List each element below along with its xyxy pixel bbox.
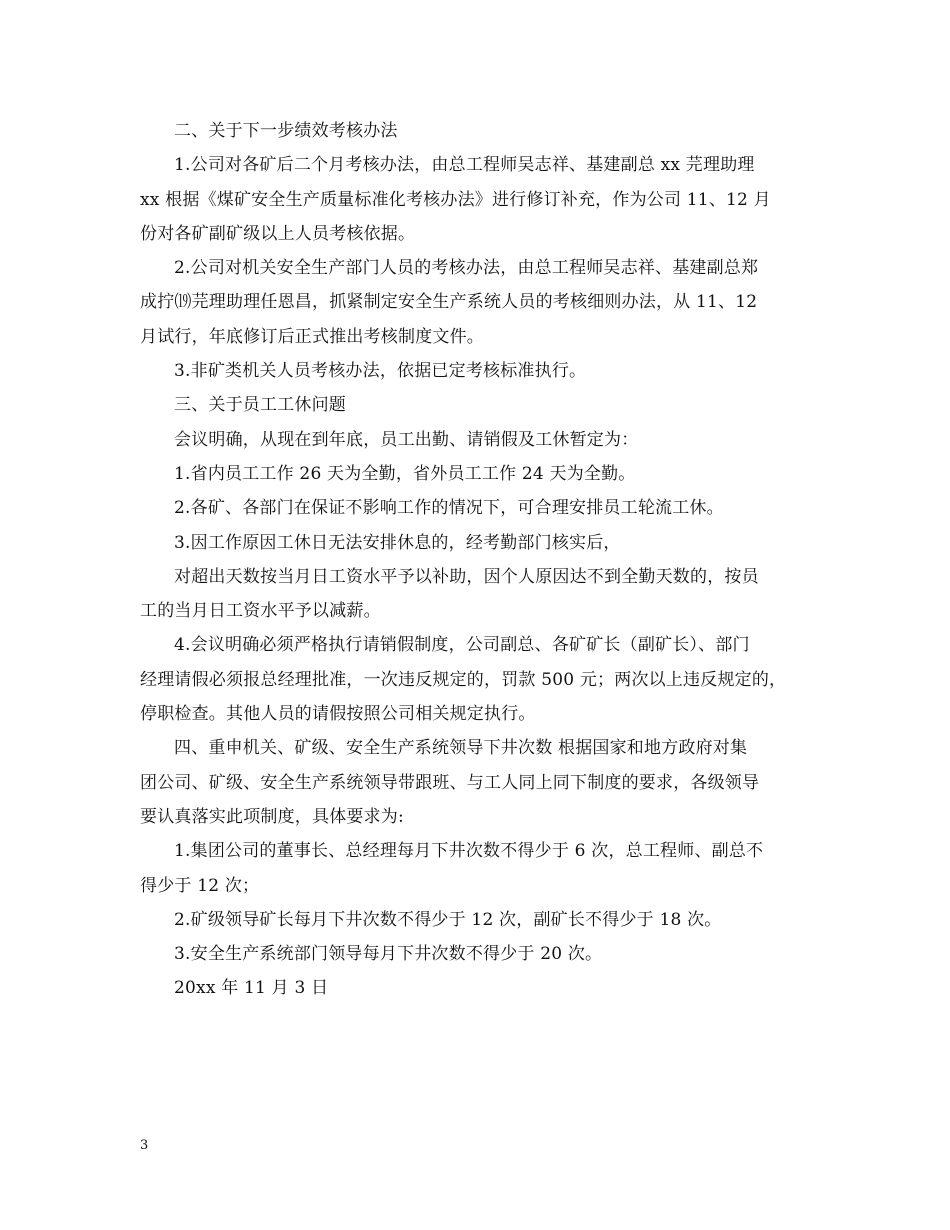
paragraph-line: 1.省内员工工作 26 天为全勤，省外员工工作 24 天为全勤。: [174, 463, 636, 484]
paragraph-line: xx 根据《煤矿安全生产质量标准化考核办法》进行修订补充，作为公司 11、12 月: [140, 189, 771, 210]
document-date: 20xx 年 11 月 3 日: [174, 978, 329, 999]
paragraph-line: 会议明确，从现在到年底，员工出勤、请销假及工休暂定为：: [174, 429, 639, 450]
paragraph-line: 要认真落实此项制度，具体要求为:: [140, 806, 404, 827]
paragraph-line: 4.会议明确必须严格执行请销假制度，公司副总、各矿矿长（副矿长）、部门: [174, 635, 750, 656]
paragraph-line: 经理请假必须报总经理批准，一次违反规定的，罚款 500 元；两次以上违反规定的，: [140, 669, 787, 690]
paragraph-line: 对超出天数按当月日工资水平予以补助，因个人原因达不到全勤天数的，按员: [174, 566, 759, 587]
paragraph-line: 3.因工作原因工休日无法安排休息的，经考勤部门核实后，: [174, 532, 621, 553]
paragraph-line: 份对各矿副矿级以上人员考核依据。: [140, 223, 416, 244]
paragraph-line: 2.各矿、各部门在保证不影响工作的情况下，可合理安排员工轮流工休。: [174, 498, 724, 519]
paragraph-line: 1.公司对各矿后二个月考核办法，由总工程师吴志祥、基建副总 xx 芫理助理: [174, 155, 755, 176]
section-heading-underground: 四、重申机关、矿级、安全生产系统领导下井次数 根据国家和地方政府对集: [174, 738, 748, 759]
paragraph-line: 工的当月日工资水平予以减薪。: [140, 601, 381, 622]
paragraph-line: 2.矿级领导矿长每月下井次数不得少于 12 次，副矿长不得少于 18 次。: [174, 909, 722, 930]
paragraph-line: 3.非矿类机关人员考核办法，依据已定考核标准执行。: [174, 361, 587, 382]
paragraph-line: 3.安全生产系统部门领导每月下井次数不得少于 20 次。: [174, 944, 603, 965]
section-heading-performance: 二、关于下一步绩效考核办法: [174, 121, 398, 141]
document-body: [140, 114, 812, 1006]
paragraph-line: 月试行，年底修订后正式推出考核制度文件。: [140, 326, 484, 347]
paragraph-line: 2.公司对机关安全生产部门人员的考核办法，由总工程师吴志祥、基建副总郑: [174, 258, 759, 279]
section-heading-rest: 三、关于员工工休问题: [174, 395, 346, 416]
page-number: 3: [140, 1138, 149, 1153]
paragraph-line: 1.集团公司的董事长、总经理每月下井次数不得少于 6 次，总工程师、副总不: [174, 841, 764, 862]
paragraph-line: 成拧⒆芫理助理任恩昌，抓紧制定安全生产系统人员的考核细则办法，从 11、12: [140, 292, 758, 313]
paragraph-line: 停职检查。其他人员的请假按照公司相关规定执行。: [140, 704, 536, 725]
paragraph-line: 团公司、矿级、安全生产系统领导带跟班、与工人同上同下制度的要求，各级领导: [140, 772, 760, 793]
paragraph-line: 得少于 12 次；: [140, 875, 260, 896]
